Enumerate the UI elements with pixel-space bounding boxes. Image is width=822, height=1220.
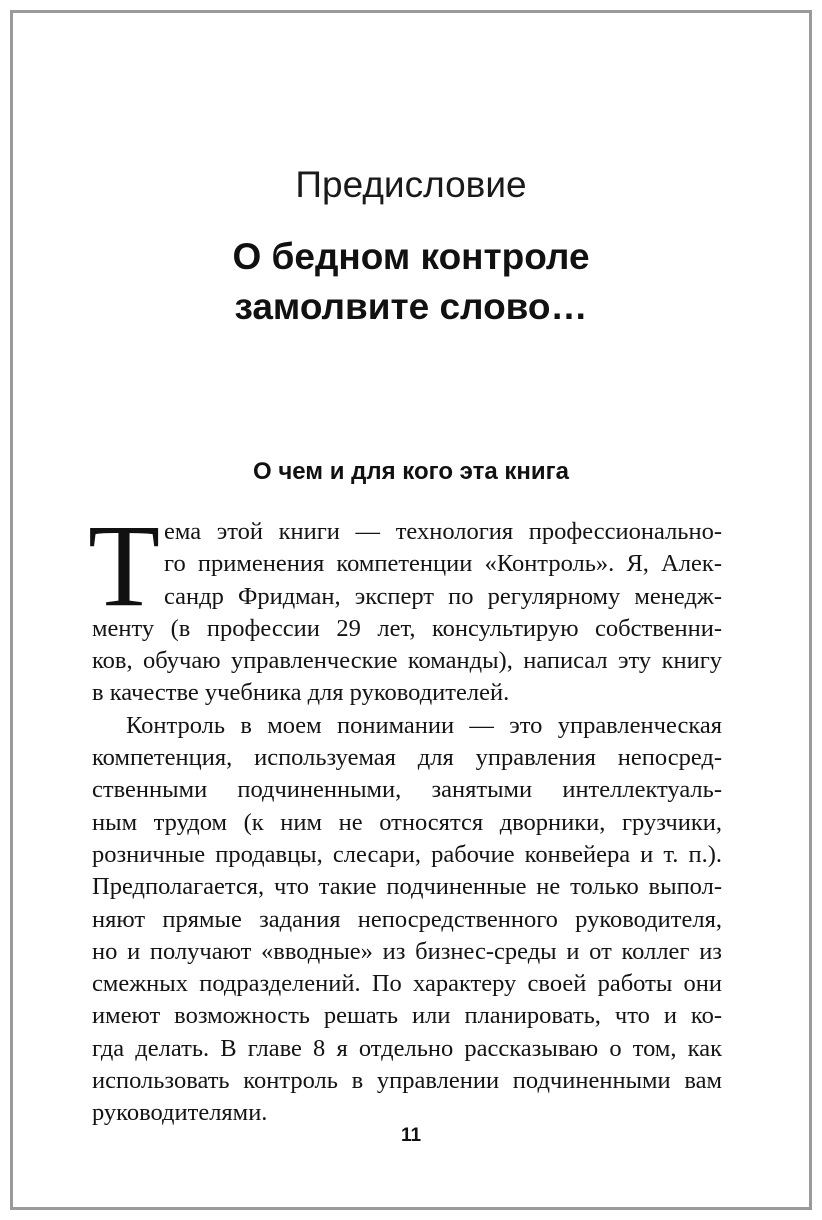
text-line: гда делать. В главе 8 я отдельно рассказываю о том, как: [92, 1034, 722, 1062]
paragraph-2: [92, 710, 722, 1130]
text-line: ков, обучаю управленческие команды), написал эту книгу: [92, 647, 722, 675]
section-heading: О чем и для кого эта книга: [253, 458, 569, 485]
preface-title: Предисловие: [295, 164, 527, 205]
text-line: го применения компетенции «Контроль». Я, Алек-: [164, 550, 722, 578]
text-line: руководителями.: [92, 1099, 268, 1127]
text-line: ным трудом (к ним не относятся дворники, грузчики,: [92, 808, 722, 836]
text-line: Контроль в моем понимании — это управленческая: [126, 711, 722, 739]
text-line: использовать контроль в управлении подчиненными вам: [92, 1067, 722, 1095]
text-line: няют прямые задания непосредственного руководителя,: [92, 905, 722, 933]
text-line: смежных подразделений. По характеру своей работы они: [92, 970, 722, 998]
chapter-title-line: О бедном контроле: [232, 236, 590, 277]
text-line: сандр Фридман, эксперт по регулярному менедж-: [164, 582, 722, 610]
drop-cap: Т: [88, 500, 161, 631]
chapter-title: [0, 232, 822, 332]
text-line: ема этой книги — технология профессионально-: [164, 518, 722, 545]
text-line: менту (в профессии 29 лет, консультирую собственни-: [92, 614, 722, 642]
chapter-title-line: замолвите слово…: [234, 286, 588, 327]
text-line: ственными подчиненными, занятыми интеллектуаль-: [92, 776, 722, 804]
page-number: 11: [400, 1125, 422, 1146]
text-line: розничные продавцы, слесари, рабочие конвейера и т. п.).: [92, 840, 722, 868]
text-line: но и получают «вводные» из бизнес-среды и от коллег из: [92, 937, 722, 965]
body-text: [88, 500, 722, 1130]
text-line: Предполагается, что такие подчиненные не только выпол-: [92, 873, 722, 901]
paragraph-1: [92, 516, 722, 710]
text-line: имеют возможность решать или планировать, что и ко-: [92, 1002, 722, 1030]
text-line: компетенция, используемая для управления непосред-: [92, 744, 722, 772]
text-line: в качестве учебника для руководителей.: [92, 679, 510, 707]
